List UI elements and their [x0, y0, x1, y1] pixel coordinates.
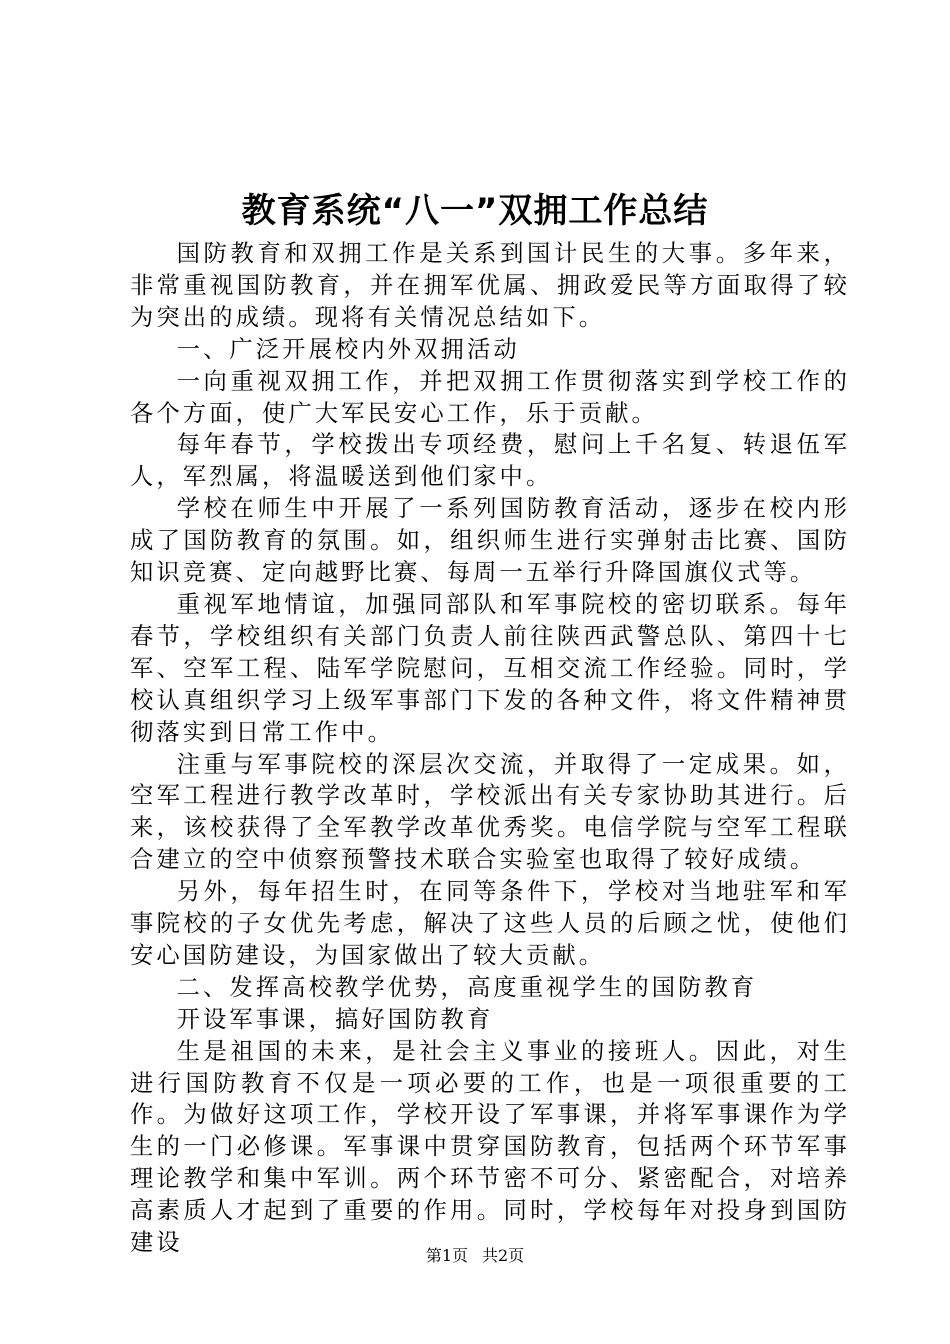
document-title: 教育系统“八一”双拥工作总结 — [241, 191, 709, 231]
paragraph: 一向重视双拥工作，并把双拥工作贯彻落实到学校工作的各个方面，使广大军民安心工作，乐于贡献。 — [130, 367, 850, 427]
page-total: 共2页 — [482, 1246, 525, 1265]
section-heading-2: 二、发挥高校教学优势，高度重视学生的国防教育 — [176, 973, 758, 1001]
paragraph: 每年春节，学校拨出专项经费，慰问上千名复、转退伍军人，军烈属，将温暖送到他们家中。 — [130, 431, 850, 491]
paragraph: 重视军地情谊，加强同部队和军事院校的密切联系。每年春节，学校组织有关部门负责人前往陕西武警总队、第四十七军、空军工程、陆军学院慰问，互相交流工作经验。同时，学校认真组织学习上级军事部门下发的各种文件，将文件精神贯彻落实到日常工作中。 — [130, 590, 850, 746]
page-number: 第1页 — [425, 1246, 468, 1265]
subsection-heading: 开设军事课，搞好国防教育 — [176, 1005, 494, 1033]
paragraph-intro: 国防教育和双拥工作是关系到国计民生的大事。多年来，非常重视国防教育，并在拥军优属、拥政爱民等方面取得了较为突出的成绩。现将有关情况总结如下。 — [130, 240, 850, 331]
paragraph: 生是祖国的未来，是社会主义事业的接班人。因此，对生进行国防教育不仅是一项必要的工作，也是一项很重要的工作。为做好这项工作，学校开设了军事课，并将军事课作为学生的一门必修课。军事课中贯穿国防教育，包括两个环节军事理论教学和集中军训。两个环节密不可分、紧密配合，对培养高素质人才起到了重要的作用。同时，学校每年对投身到国防建设 — [130, 1037, 850, 1257]
paragraph: 注重与军事院校的深层次交流，并取得了一定成果。如，空军工程进行教学改革时，学校派出有关专家协助其进行。后来，该校获得了全军教学改革优秀奖。电信学院与空军工程联合建立的空中侦察预警技术联合实验室也取得了较好成绩。 — [130, 750, 850, 874]
document-body — [130, 238, 850, 1259]
page-footer — [0, 1244, 950, 1268]
section-heading-1: 一、广泛开展校内外双拥活动 — [176, 335, 520, 363]
paragraph: 另外，每年招生时，在同等条件下，学校对当地驻军和军事院校的子女优先考虑，解决了这些人员的后顾之忧，使他们安心国防建设，为国家做出了较大贡献。 — [130, 878, 850, 969]
paragraph: 学校在师生中开展了一系列国防教育活动，逐步在校内形成了国防教育的氛围。如，组织师生进行实弹射击比赛、国防知识竞赛、定向越野比赛、每周一五举行升降国旗仪式等。 — [130, 495, 850, 587]
